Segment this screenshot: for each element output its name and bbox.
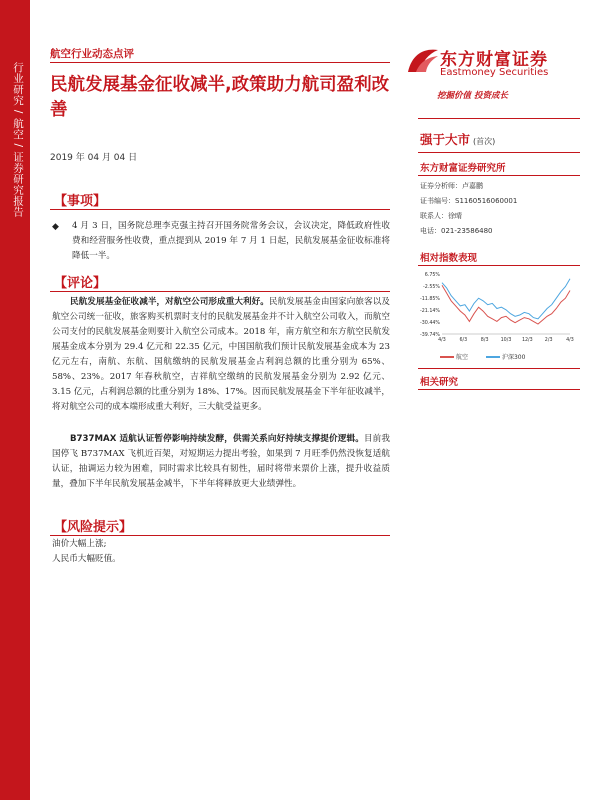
contact-person: 联系人：徐晴 xyxy=(420,212,462,220)
rating-note: (首次) xyxy=(473,137,496,146)
analyst-name: 证券分析师：卢嘉鹏 xyxy=(420,182,483,190)
x-tick-label: 8/3 xyxy=(480,338,489,343)
risk-divider xyxy=(50,535,390,536)
risk-item: 人民币大幅贬值。 xyxy=(52,554,121,564)
risk-heading: 【风险提示】 xyxy=(54,520,133,535)
x-tick-label: 12/3 xyxy=(521,338,533,343)
event-divider xyxy=(50,209,390,210)
comment-paragraph-2 xyxy=(52,432,390,492)
rating-label: 强于大市 xyxy=(420,132,471,147)
logo-cn-text: 东方财富证券 xyxy=(440,50,548,70)
bullet-icon: ◆ xyxy=(52,222,59,232)
institute-heading: 东方财富证券研究所 xyxy=(420,163,506,174)
comment-paragraph-1 xyxy=(52,295,390,415)
legend-swatch-airline xyxy=(440,356,454,358)
category-divider xyxy=(50,62,390,63)
risk-item: 油价大幅上涨; xyxy=(52,539,107,549)
comment-p1-lead: 民航发展基金征收减半，对航空公司形成重大利好。 xyxy=(70,297,269,307)
logo-slogan: 挖掘价值 投资成长 xyxy=(437,91,508,101)
y-tick-label: -30.44% xyxy=(419,321,440,326)
comment-p2-body: 目前我国停飞 B737MAX 飞机近百架，对短期运力提出考验，如果到 7 月旺季仍然没恢复适航认证，抽调运力较为困难，同时需求比较具有韧性，届时将带来票价上涨，提升收益质量，叠加下半年民航发展基金减半，下半年将释放更大业绩弹性。 xyxy=(52,434,390,489)
contact-phone: 电话：021-23586480 xyxy=(420,227,493,235)
report-date: 2019 年 04 月 04 日 xyxy=(50,153,138,163)
y-tick-label: 6.75% xyxy=(424,273,440,278)
x-tick-label: 4/3 xyxy=(566,338,574,343)
legend-swatch-csi300 xyxy=(486,356,500,358)
event-text: 4 月 3 日，国务院总理李克强主持召开国务院常务会议，会议决定，降低政府性收费和经营服务性收费，重点提到从 2019 年 7 月 1 日起，民航发展基金征收标准将降低一半。 xyxy=(72,221,390,261)
right-divider-top xyxy=(418,118,580,119)
event-heading: 【事项】 xyxy=(54,194,107,209)
rating xyxy=(420,130,495,148)
y-tick-label: -2.55% xyxy=(423,285,440,290)
company-logo xyxy=(400,40,560,90)
comment-divider xyxy=(50,291,390,292)
x-tick-label: 10/3 xyxy=(500,338,512,343)
logo-mark-icon xyxy=(406,46,440,76)
legend-label-csi300: 沪深300 xyxy=(501,354,526,361)
report-title: 民航发展基金征收减半,政策助力航司盈利改善 xyxy=(50,75,390,120)
y-tick-label: -11.85% xyxy=(419,297,440,302)
series-line-csi300 xyxy=(442,279,570,319)
sidebar-bar xyxy=(0,0,30,800)
chart-bottom-divider xyxy=(418,368,580,369)
index-chart-heading: 相对指数表现 xyxy=(420,253,478,264)
x-tick-label: 6/3 xyxy=(459,338,468,343)
analyst-cert: 证书编号：S1160516060001 xyxy=(420,197,518,205)
institute-divider xyxy=(418,175,580,176)
y-tick-label: -21.14% xyxy=(419,309,440,314)
legend-label-airline: 航空 xyxy=(456,354,469,361)
y-tick-label: -39.74% xyxy=(419,333,440,338)
related-divider xyxy=(418,389,580,390)
comment-p2-lead: B737MAX 适航认证暂停影响持续发酵，供需关系向好持续支撑提价逻辑。 xyxy=(70,434,364,444)
index-chart-divider xyxy=(418,265,580,266)
related-research-heading: 相关研究 xyxy=(420,377,459,388)
relative-index-svg xyxy=(418,268,580,352)
sidebar-vertical-text: 行业研究 / 航空 / 证券研究报告 xyxy=(12,62,24,218)
x-tick-label: 2/3 xyxy=(544,338,553,343)
x-tick-label: 4/3 xyxy=(438,338,446,343)
right-divider-rating xyxy=(418,152,580,153)
logo-en-text: Eastmoney Securities xyxy=(440,67,549,78)
comment-heading: 【评论】 xyxy=(54,276,107,291)
comment-p1-body: 民航发展基金由国家向旅客以及航空公司统一征收，旅客购买机票时支付的民航发展基金并不计入航空公司收入，而航空公司支付的民航发展基金则要计入航空公司成本。2018 年，南方航空和东方航空民航发展基金成本分别为 29.4 亿元和 22.35 亿元，中国国航我们预计民航发展基金成本为 23 亿元左右，南航、东航、国航缴纳的民航发展基金占利润总额的比重分别为 65%、58%、23%。2017 年春秋航空，吉祥航空缴纳的民航发展基金分别为 2.92 亿元、3.15 亿元，占利润总额的比重分别为 18%、17%。因而民航发展基金下半年征收减半，将对航空公司的成本端形成重大利好，三大航受益更多。 xyxy=(52,297,390,412)
report-category: 航空行业动态点评 xyxy=(50,48,134,60)
series-line-airline xyxy=(442,285,570,324)
chart-legend xyxy=(440,352,525,361)
